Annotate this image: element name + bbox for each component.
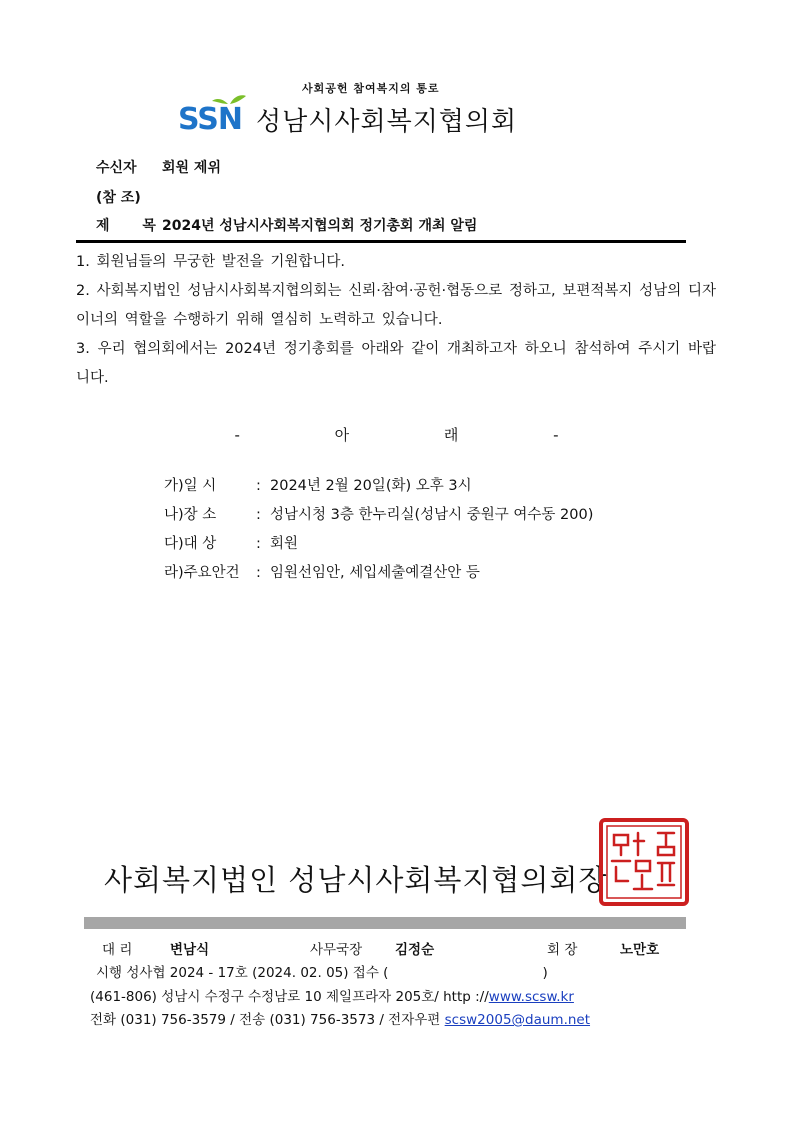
- official-seal-stamp: [598, 817, 690, 907]
- item-value: 성남시청 3층 한누리실(성남시 중원구 여수동 200): [270, 507, 594, 523]
- email-link[interactable]: scsw2005@daum.net: [444, 1012, 591, 1028]
- item-label: 가)일 시: [164, 478, 217, 494]
- address-line: [90, 985, 574, 1005]
- footer-divider: [84, 917, 686, 929]
- signature-role-1: 대 리: [102, 942, 133, 958]
- item-label: 다)대 상: [164, 536, 217, 552]
- subject-line: [96, 215, 477, 235]
- paragraph-1: 1. 회원님들의 무궁한 발전을 기원합니다.: [76, 254, 345, 270]
- enforcement-close: ): [542, 965, 548, 981]
- signature-role-3: 회 장: [547, 942, 578, 958]
- item-value: 회원: [270, 536, 299, 552]
- header-divider: [76, 240, 686, 243]
- item-label: 라)주요안건: [164, 565, 240, 581]
- subject-value: 2024년 성남시사회복지협의회 정기총회 개최 알림: [162, 218, 478, 234]
- list-item: [164, 472, 593, 501]
- recipient-line: [96, 157, 221, 177]
- address-text: (461-806) 성남시 수정구 수정남로 10 제일프라자 205호/ http ://: [90, 989, 489, 1005]
- item-colon: :: [256, 536, 261, 552]
- signature-role-2: 사무국장: [310, 942, 363, 958]
- contact-text: 전화 (031) 756-3579 / 전송 (031) 756-3573 / 전자우편: [90, 1012, 445, 1028]
- logo-text: SSN: [178, 102, 242, 132]
- recipient-label: 수신자: [96, 160, 137, 176]
- list-item: [164, 559, 593, 588]
- subject-label: 제 목: [96, 218, 170, 234]
- item-colon: :: [256, 565, 261, 581]
- contact-line: [90, 1008, 590, 1028]
- reference-line: [96, 187, 141, 207]
- item-value: 2024년 2월 20일(화) 오후 3시: [270, 478, 472, 494]
- item-colon: :: [256, 507, 261, 523]
- enforcement-text: 시행 성사협 2024 - 17호 (2024. 02. 05) 접수 (: [96, 965, 389, 981]
- item-colon: :: [256, 478, 261, 494]
- recipient-value: 회원 제위: [162, 160, 221, 176]
- signature-name-2: 김정순: [395, 942, 435, 958]
- item-value: 임원선임안, 세입세출예결산안 등: [270, 565, 480, 581]
- section-title: - 아 래 -: [234, 426, 559, 444]
- enforcement-line: [96, 961, 548, 981]
- signature-name-1: 변남식: [170, 942, 210, 958]
- sender-name: 사회복지법인 성남시사회복지협의회장: [104, 863, 608, 897]
- signature-name-3: 노만호: [620, 942, 660, 958]
- reference-label: (참 조): [96, 190, 141, 206]
- website-link[interactable]: www.scsw.kr: [488, 989, 574, 1005]
- list-item: [164, 530, 593, 559]
- paragraph-3: 3. 우리 협의회에서는 2024년 정기총회를 아래와 같이 개최하고자 하오니 참석하여 주시기 바랍니다.: [76, 341, 716, 386]
- ssn-logo: [178, 92, 250, 132]
- item-label: 나)장 소: [164, 507, 217, 523]
- paragraph-2: 2. 사회복지법인 성남시사회복지협의회는 신뢰·참여·공헌·협동으로 정하고, 보편적복지 성남의 디자이너의 역할을 수행하기 위해 열심히 노력하고 있습니다.: [76, 283, 716, 328]
- org-title: 성남시사회복지협의회: [256, 107, 518, 137]
- slogan: 사회공헌 참여복지의 통로: [302, 82, 440, 95]
- list-item: [164, 501, 593, 530]
- details-list: [164, 472, 593, 588]
